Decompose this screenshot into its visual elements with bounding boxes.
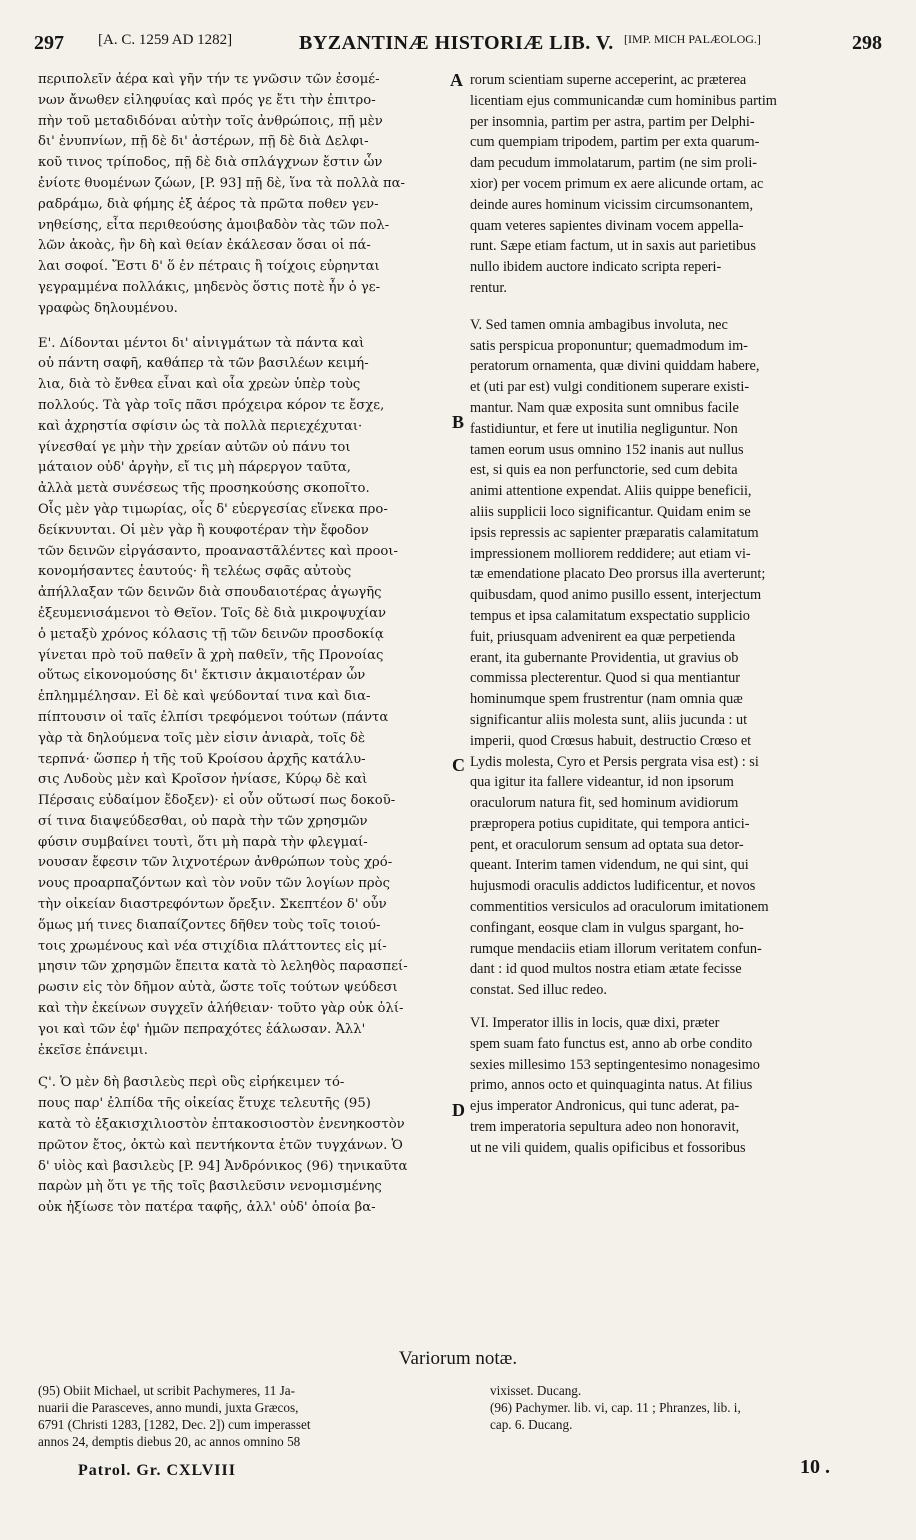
footer-series: Patrol. Gr. CXLVIII	[78, 1462, 236, 1479]
date-range: [A. C. 1259 AD 1282]	[98, 32, 233, 48]
margin-letter-a: A	[450, 70, 463, 90]
latin-paragraph-6: VI. Imperator illis in locis, quæ dixi, præter spem suam fato functus est, anno ab orbe condito sexies millesimo 153 septingentesimo nonagesimo primo, annos octo et quinquaginta natus. At filius ejus imperator Andronicus, qui tunc aderat, pa- trem imperatoria sepultura adeo non honoravit, ut ne vili quidem, qualis opificibus et fossoribus	[470, 1015, 760, 1156]
latin-column	[470, 70, 878, 1159]
greek-column	[38, 70, 452, 1219]
latin-paragraph-1: rorum scientiam superne acceperint, ac præterea licentiam ejus communicandæ cum hominibus partim per insomnia, partim per astra, partim per Delphi- cum quempiam tripodem, partim per exta quarum- dam pecudum immolatarum, partim (ne sim proli- xior) per vocem primum ex aere alicunde ortam, ac deinde aures hominum vicissim circumsonantem, quam veteres sapientes divinam vocem appella- runt. Sæpe etiam factum, ut in saxis aut parietibus nullo ibidem auctore indicato scripta reperi- rentur.	[470, 72, 777, 296]
footnote-95: (95) Obiit Michael, ut scribit Pachymeres, 11 Ja- nuarii die Parasceves, anno mundi, juxta Græcos, 6791 (Christi 1283, [1282, Dec. 2]) cum imperasset annos 24, demptis diebus 20, ac annos omnino 58	[38, 1383, 311, 1449]
running-title: BYZANTINÆ HISTORIÆ LIB. V.	[299, 32, 614, 54]
notes-title: Variorum notæ.	[398, 1348, 518, 1369]
emperor-heading: [IMP. MICH PALÆOLOG.]	[624, 32, 761, 46]
margin-letter-c: C	[452, 755, 465, 775]
margin-letter-d: D	[452, 1100, 465, 1120]
page-header	[34, 32, 882, 66]
page-number-right: 298	[852, 32, 882, 54]
greek-paragraph-5: Ε'. Δίδονται μέντοι δι' αἰνιγμάτων τὰ πάντα καὶ οὐ πάντη σαφῆ, καθάπερ τὰ τῶν βασιλέων κειμή- λια, διὰ τὸ ἔνθεα εἶναι καὶ οἷα χρεὼν ὑπὲρ τοὺς πολλούς. Τὰ γὰρ τοῖς πᾶσι πρόχειρα κόρον τε ἔσχε, καὶ ἀχρηστία σφίσιν ὡς τὰ πολλὰ περιεχέχυται· γίνεσθαί γε μὴν τὴν χρείαν αὐτῶν οὐ πάνυ τοι μάταιον οὐδ' ἀργὴν, εἴ τις μὴ πάρεργον ταῦτα, ἀλλὰ μετὰ συνέσεως τῆς προσηκούσης σκοποῖτο. Οἷς μὲν γὰρ τιμωρίας, οἷς δ' εὐεργεσίας εἵνεκα προ- δείκνυνται. Οἱ μὲν γὰρ ἢ κουφοτέραν τὴν ἔφοδον τῶν δεινῶν εἰργάσαντο, προαναστᾶλέντες καὶ προοι- κονομήσαντες ἑαυτούς· ἢ τελέως σφᾶς αὐτοὺς ἀπήλλαξαν τῶν δεινῶν διὰ σπουδαιοτέρας ἀγωγῆς ἐξευμενισάμενοι τὸ Θεῖον. Τοῖς δὲ διὰ μικροψυχίαν ὁ μεταξὺ χρόνος κόλασις τῇ τῶν δεινῶν προσδοκίᾳ γίνεται πρὸ τοῦ παθεῖν ἃ χρὴ παθεῖν, τῆς Προνοίας οὕτως εἰκονομούσης δι' ἔκτισιν ἀκμαιοτέραν ὧν ἐπλημμέλησαν. Εἰ δὲ καὶ ψεύδονταί τινα καὶ δια- πίπτουσιν οἱ ταῖς ἐλπίσι τρεφόμενοι τούτων (πάντα γὰρ τὰ δηλούμενα τοῖς μὲν εἰσιν ἀνιαρὰ, τοῖς δὲ τερπνά· ὥσπερ ἡ τῆς τοῦ Κροίσου ἀρχῆς κατάλυ- σις Λυδοὺς μὲν καὶ Κροῖσον ἠνίασε, Κύρῳ δὲ καὶ Πέρσαις εὐδαίμον ἔδοξεν)· εἰ οὖν οὕτωσί πως δοκοῦ- σί τινα διαψεύδεσθαι, οὐ παρὰ τὴν τῶν χρησμῶν φύσιν συμβαίνει τουτὶ, ὅτι μὴ παρὰ τὴν φλεγμαί- νουσαν ἔφεσιν τῶν λιχνοτέρων ἀνθρώπων τοὺς χρό- νους προαρπαζόντων καὶ τὸν νοῦν τῶν λογίων πρὸς τὴν οἰκείαν διαστρεφόντων ὄρεξιν. Σκεπτέον δ' οὖν ὅμως μή τινες διαπαίζοντες δῆθεν τοὺς τοῖς τοιού- τοις χρωμένους καὶ νέα στιχίδια πλάττοντες εἰς μί- μησιν τῶν χρησμῶν ἔπειτα κατὰ τὸ λεληθὸς παρασπεί- ρωσιν εἰς τὸν δῆμον αὐτὰ, ὥστε τοῖς τούτων ψεύδεσι καὶ τὴν ἐκείνων συγχεῖν ἀλήθειαν· τοῦτο γὰρ οὐκ ὀλί- γοι καὶ τῶν ἐφ' ἡμῶν πεπραχότες ἑάλωσαν. Ἀλλ' ἐκεῖσε ἐπάνειμι.	[38, 335, 408, 1058]
latin-paragraph-5: V. Sed tamen omnia ambagibus involuta, nec satis perspicua proponuntur; quemadmodum im- peratorum ornamenta, quæ divini quiddam habere, et (uti par est) vulgi conditionem superare existi- mantur. Nam quæ exposita sunt omnibus facile fastidiuntur, et fere ut inutilia negliguntur. Non tamen eorum usus omnino 152 inanis aut nullus est, si quis ea non perfunctorie, sed cum debita animi attentione expendat. Aliis quippe beneficii, aliis supplicii loco significantur. Quidam enim se ipsis repressis ac sapienter præparatis calamitatum impressionem molliorem reddidere; aut etiam vi- tæ emendatione placato Deo prorsus illa averterunt; quibusdam, quod animo pusillo essent, interjectum tempus et ipsa calamitatum exspectatio supplicio fuit, priusquam advenirent ea quæ perpetienda erant, ita gubernante Providentia, ut gravius ob commissa plecterentur. Quod si qua mentiantur hominumque spem frustrentur (nam omnia quæ significantur aliis molesta sunt, aliis jucunda : ut imperii, quod Crœsus habuit, destructio Crœso et Lydis molesta, Cyro et Persis pergrata visa est) : si qua igitur ita fallere videantur, id non ipsorum oraculorum natura fit, sed hominum avidiorum præpropera potius cupiditate, qui tempora antici- pent, et oraculorum sensum ad optata sua detor- queant. Interim tamen videndum, ne qui sint, qui hujusmodi oraculis addictos ludificentur, et novos commentitios versiculos ad oraculorum imitationem confingant, eosque clam in vulgus spargant, ho- rumque mendaciis etiam illorum veritatem confun- dant : id quod multos nostra etiam ætate fecisse constat. Sed illuc redeo.	[470, 316, 769, 999]
page-number-left: 297	[34, 32, 64, 54]
greek-paragraph-6: Ϛ'. Ὁ μὲν δὴ βασιλεὺς περὶ οὓς εἰρήκειμεν τό- πους παρ' ἐλπίδα τῆς οἰκείας ἔτυχε τελευτῆς (95) κατὰ τὸ ἑξακισχιλιοστὸν ἑπτακοσιοστὸν ἐνενηκοστὸν πρῶτον ἔτος, ὀκτὼ καὶ πεντήκοντα ἐτῶν τυγχάνων. Ὁ δ' υἱὸς καὶ βασιλεὺς [P. 94] Ἀνδρόνικος (96) τηνικαῦτα παρὼν μὴ ὅτι γε τῆς τοῖς βασιλεῦσιν νενομισμένης οὐκ ἠξίωσε τὸν πατέρα ταφῆς, ἀλλ' οὐδ' ὁποία βα-	[38, 1075, 408, 1216]
margin-letter-b: B	[452, 412, 465, 432]
greek-paragraph-1: περιπολεῖν ἀέρα καὶ γῆν τήν τε γνῶσιν τῶν ἐσομέ- νων ἄνωθεν εἰληφυίας καὶ πρός γε ἔτι τὴν ἐπιτρο- πὴν τοῦ μεταδιδόναι αὐτὴν τοῖς ἀνθρώποις, πῇ μὲν δι' ἐνυπνίων, πῇ δὲ δι' ἀστέρων, πῇ δὲ διὰ Δελφι- κοῦ τινος τρίποδος, πῇ δὲ διὰ σπλάγχνων ἔστιν ὧν ἐνίοτε θυομένων ζώων, [P. 93] πῇ δὲ, ἵνα τὰ πολλὰ πα- ραδράμω, διὰ φήμης ἐξ ἀέρος τὰ πρῶτα ποθεν γεν- νηθείσης, εἶτα περιθεούσης ἀμοιβαδὸν τὰς τῶν πολ- λῶν ἀκοὰς, ἣν δὴ καὶ θείαν ἐκάλεσαν ὅσαι οἱ πά- λαι σοφοί. Ἔστι δ' ὅ ἐν πέτραις ἢ τοίχοις εὑρηνται γεγραμμένα πολλάκις, μηδενὸς ὅστις ποτὲ ἦν ὁ γε- γραφὼς δηλουμένου.	[38, 72, 405, 316]
footnote-96: vixisset. Ducang. (96) Pachymer. lib. vi, cap. 11 ; Phranzes, lib. i, cap. 6. Ducang.	[490, 1383, 741, 1432]
footer-signature: 10 .	[800, 1456, 830, 1478]
